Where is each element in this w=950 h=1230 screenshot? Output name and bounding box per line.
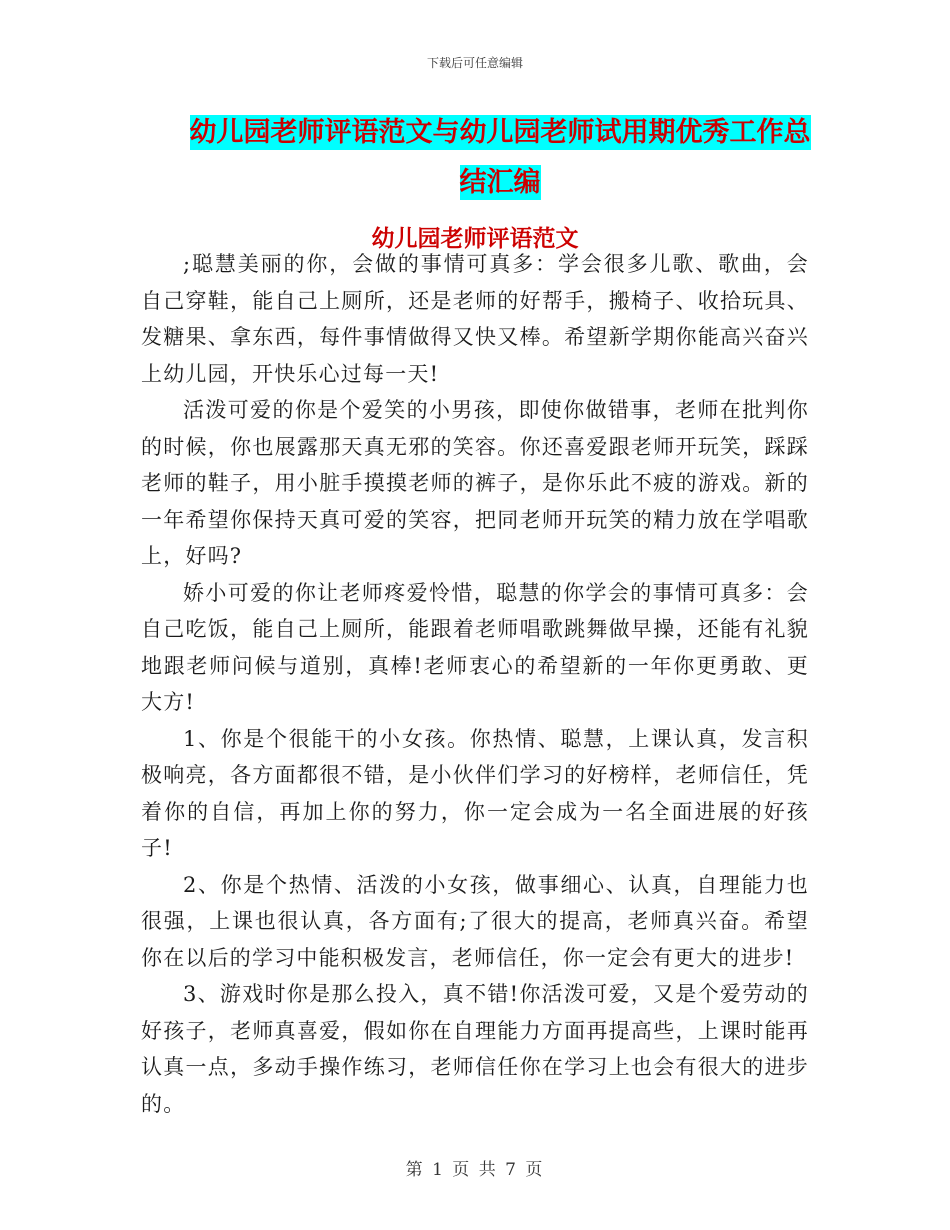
paragraph: 娇小可爱的你让老师疼爱怜惜，聪慧的你学会的事情可真多：会自己吃饭，能自己上厕所，能跟着老师唱歌跳舞做早操，还能有礼貌地跟老师问候与道别，真棒!老师衷心的希望新的一年你更勇敢、更大方! [141, 580, 809, 714]
document-title-line-2: 结汇编 [459, 167, 541, 198]
paragraph: 1、你是个很能干的小女孩。你热情、聪慧，上课认真，发言积极响亮，各方面都很不错，是小伙伴们学习的好榜样，老师信任，凭着你的自信，再加上你的努力，你一定会成为一名全面进展的好孩子! [141, 726, 809, 860]
document-title-line-1: 幼儿园老师评语范文与幼儿园老师试用期优秀工作总 [189, 117, 811, 148]
document-title [150, 108, 850, 208]
page-number-footer: 第 1 页 共 7 页 [405, 1160, 545, 1180]
paragraph: ;聪慧美丽的你，会做的事情可真多：学会很多儿歌、歌曲，会自己穿鞋，能自己上厕所，还是老师的好帮手，搬椅子、收拾玩具、发糖果、拿东西，每件事情做得又快又棒。希望新学期你能高兴奋兴上幼儿园，开快乐心过每一天! [141, 252, 809, 386]
page-header-note: 下载后可任意编辑 [426, 56, 523, 70]
section-heading: 幼儿园老师评语范文 [371, 226, 579, 252]
paragraph: 2、你是个热情、活泼的小女孩，做事细心、认真，自理能力也很强，上课也很认真，各方面有;了很大的提高，老师真兴奋。希望你在以后的学习中能积极发言，老师信任，你一定会有更大的进步! [141, 872, 809, 970]
paragraph: 3、游戏时你是那么投入，真不错!你活泼可爱，又是个爱劳动的好孩子，老师真喜爱，假如你在自理能力方面再提高些，上课时能再认真一点，多动手操作练习，老师信任你在学习上也会有很大的进步的。 [141, 982, 809, 1116]
paragraph: 活泼可爱的你是个爱笑的小男孩，即使你做错事，老师在批判你的时候，你也展露那天真无邪的笑容。你还喜爱跟老师开玩笑，踩踩老师的鞋子，用小脏手摸摸老师的裤子，是你乐此不疲的游戏。新的一年希望你保持天真可爱的笑容，把同老师开玩笑的精力放在学唱歌上，好吗? [141, 398, 809, 568]
document-body [141, 246, 809, 1122]
